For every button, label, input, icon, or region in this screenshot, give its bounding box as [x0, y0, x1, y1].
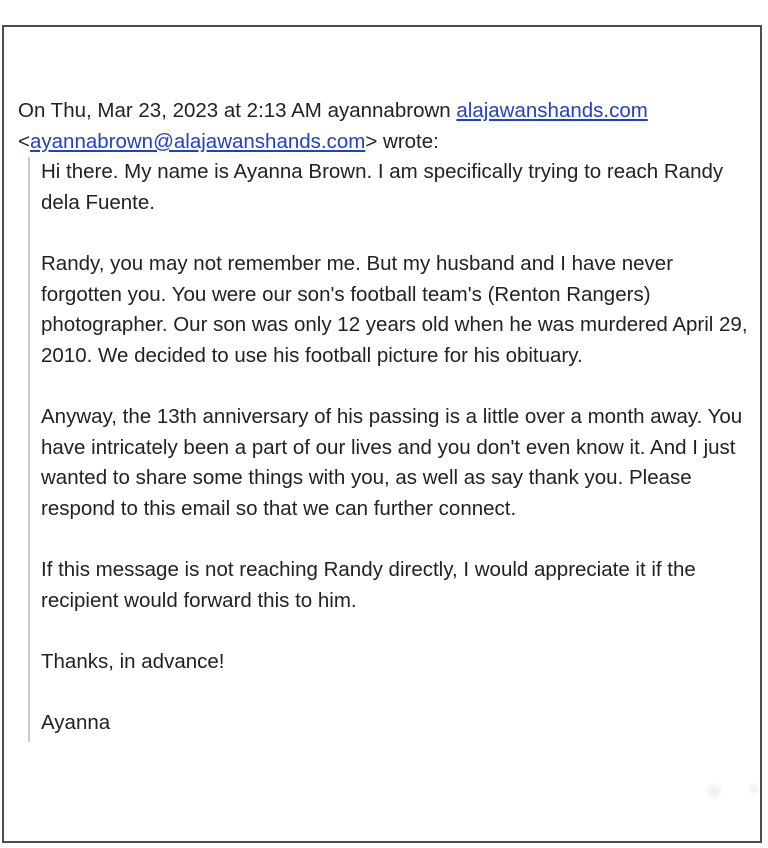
quote-line: Thanks, in advance! — [41, 649, 225, 673]
quote-paragraph-thanks — [41, 647, 756, 678]
quote-line: 2010. We decided to use his football picture for his obituary. — [41, 343, 583, 367]
quote-line: photographer. Our son was only 12 years old when he was murdered April 29, — [41, 313, 748, 337]
sender-domain-link[interactable]: alajawanshands.com — [456, 99, 648, 122]
signature-name: Ayanna — [41, 710, 111, 734]
attribution-date-text: On Thu, Mar 23, 2023 at 2:13 AM ayannabrown — [18, 99, 457, 122]
quote-line: Anyway, the 13th anniversary of his passing is a little over a month away. You — [41, 404, 743, 428]
attribution-line-2 — [18, 127, 756, 158]
quote-paragraph-forward-request — [41, 555, 756, 616]
email-body-frame — [2, 25, 762, 843]
attribution-line-1 — [18, 96, 756, 127]
quote-line: have intricately been a part of our lives and you don't even know it. And I just — [41, 435, 736, 459]
artifact-smudge — [692, 775, 762, 809]
quote-paragraph-anniversary — [41, 402, 756, 524]
attribution-angle-open: < — [18, 129, 30, 153]
quoted-message — [28, 157, 756, 742]
quote-line: Hi there. My name is Ayanna Brown. I am specifically trying to reach Randy — [41, 160, 724, 184]
quote-line: respond to this email so that we can further connect. — [41, 496, 517, 520]
quote-line: If this message is not reaching Randy directly, I would appreciate it if the — [41, 557, 696, 581]
quote-paragraph-signature — [41, 708, 756, 739]
quote-line: wanted to share some things with you, as well as say thank you. Please — [41, 466, 692, 490]
quote-attribution — [18, 96, 756, 157]
quote-line: recipient would forward this to him. — [41, 588, 357, 612]
quote-paragraph-backstory — [41, 249, 756, 371]
sender-email-address-link[interactable]: ayannabrown@alajawanshands.com — [29, 129, 366, 153]
quote-line: Randy, you may not remember me. But my husband and I have never — [41, 251, 674, 275]
quote-line: forgotten you. You were our son's football team's (Renton Rangers) — [41, 282, 651, 306]
attribution-wrote-text: > wrote: — [365, 129, 439, 153]
quote-paragraph-intro — [41, 157, 756, 218]
quote-line: dela Fuente. — [41, 190, 155, 214]
